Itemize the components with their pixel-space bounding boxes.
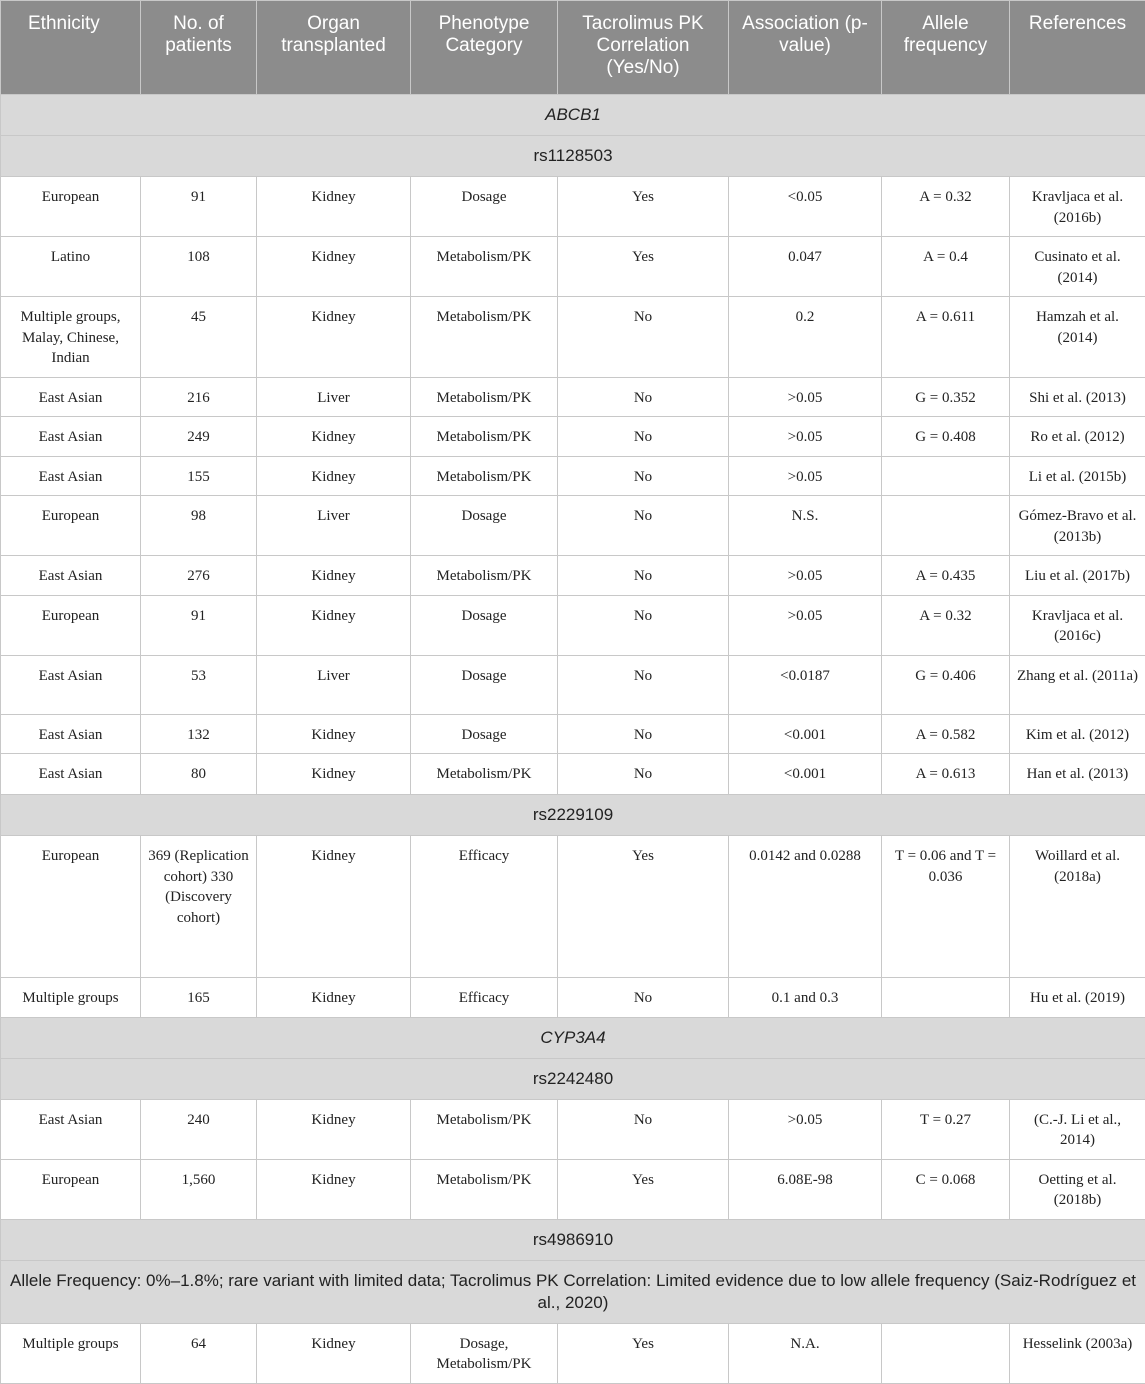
- cell-association: >0.05: [729, 377, 882, 417]
- cell-tacrolimus: No: [558, 297, 729, 378]
- rs4986910-rows: [1, 1323, 1145, 1383]
- cell-phenotype: Metabolism/PK: [411, 297, 558, 378]
- cell-allele: [882, 456, 1010, 496]
- cell-phenotype: Metabolism/PK: [411, 1099, 558, 1159]
- cell-association: 6.08E-98: [729, 1159, 882, 1219]
- cell-phenotype: Metabolism/PK: [411, 456, 558, 496]
- cell-patients: 98: [141, 496, 257, 556]
- header-allele: Allele frequency: [882, 1, 1010, 95]
- cell-patients: 165: [141, 978, 257, 1018]
- cell-allele: T = 0.06 and T = 0.036: [882, 836, 1010, 978]
- cell-ethnicity: East Asian: [1, 655, 141, 714]
- cell-organ: Kidney: [257, 1099, 411, 1159]
- cell-allele: [882, 1323, 1010, 1383]
- cell-ref: Kravljaca et al. (2016c): [1010, 595, 1145, 655]
- table-row: [1, 754, 1145, 795]
- cell-ref: Cusinato et al. (2014): [1010, 237, 1145, 297]
- cell-patients: 240: [141, 1099, 257, 1159]
- header-association: Association (p-value): [729, 1, 882, 95]
- rs1128503-rows: [1, 177, 1145, 795]
- table-row: [1, 978, 1145, 1018]
- cell-allele: A = 0.435: [882, 556, 1010, 596]
- rs4986910-note: Allele Frequency: 0%–1.8%; rare variant with limited data; Tacrolimus PK Correlation: Limited evidence due to low allele frequency (Saiz-Rodríguez et al., 2020): [1, 1260, 1145, 1323]
- cell-phenotype: Metabolism/PK: [411, 237, 558, 297]
- cell-association: <0.001: [729, 714, 882, 754]
- cell-patients: 369 (Replication cohort) 330 (Discovery cohort): [141, 836, 257, 978]
- table-row: [1, 595, 1145, 655]
- cell-ethnicity: Multiple groups, Malay, Chinese, Indian: [1, 297, 141, 378]
- header-ethnicity: Ethnicity: [1, 1, 141, 95]
- cell-allele: G = 0.352: [882, 377, 1010, 417]
- table-row: [1, 655, 1145, 714]
- cell-ethnicity: European: [1, 496, 141, 556]
- cell-tacrolimus: No: [558, 556, 729, 596]
- cell-ref: Hamzah et al. (2014): [1010, 297, 1145, 378]
- cell-tacrolimus: No: [558, 655, 729, 714]
- cell-organ: Kidney: [257, 297, 411, 378]
- table-row: [1, 1099, 1145, 1159]
- cell-association: >0.05: [729, 556, 882, 596]
- cell-ref: Oetting et al. (2018b): [1010, 1159, 1145, 1219]
- rs2242480-rows: [1, 1099, 1145, 1219]
- cell-ref: Zhang et al. (2011a): [1010, 655, 1145, 714]
- cell-association: >0.05: [729, 595, 882, 655]
- cell-association: <0.05: [729, 177, 882, 237]
- cell-ref: Kim et al. (2012): [1010, 714, 1145, 754]
- cell-organ: Kidney: [257, 1159, 411, 1219]
- table-row: [1, 417, 1145, 457]
- cell-association: 0.1 and 0.3: [729, 978, 882, 1018]
- cell-association: <0.001: [729, 754, 882, 795]
- cell-ethnicity: East Asian: [1, 417, 141, 457]
- cell-organ: Kidney: [257, 237, 411, 297]
- cell-allele: A = 0.582: [882, 714, 1010, 754]
- cell-ethnicity: European: [1, 595, 141, 655]
- cell-patients: 216: [141, 377, 257, 417]
- gene-row-abcb1: [1, 95, 1145, 136]
- cell-allele: A = 0.611: [882, 297, 1010, 378]
- cell-phenotype: Metabolism/PK: [411, 556, 558, 596]
- snp-rs1128503: rs1128503: [1, 136, 1145, 177]
- cell-organ: Kidney: [257, 595, 411, 655]
- table-row: [1, 377, 1145, 417]
- cell-association: 0.047: [729, 237, 882, 297]
- cell-organ: Kidney: [257, 556, 411, 596]
- cell-organ: Liver: [257, 655, 411, 714]
- cell-allele: A = 0.32: [882, 177, 1010, 237]
- cell-ref: Han et al. (2013): [1010, 754, 1145, 795]
- cell-ethnicity: European: [1, 1159, 141, 1219]
- cell-tacrolimus: No: [558, 417, 729, 457]
- snp-row-rs2229109: [1, 795, 1145, 836]
- cell-allele: A = 0.613: [882, 754, 1010, 795]
- cell-allele: A = 0.32: [882, 595, 1010, 655]
- cell-allele: [882, 978, 1010, 1018]
- cell-association: 0.0142 and 0.0288: [729, 836, 882, 978]
- note-row-rs4986910: [1, 1260, 1145, 1323]
- cell-phenotype: Efficacy: [411, 978, 558, 1018]
- cell-ethnicity: European: [1, 177, 141, 237]
- cell-patients: 276: [141, 556, 257, 596]
- header-phenotype: Phenotype Category: [411, 1, 558, 95]
- cell-organ: Kidney: [257, 754, 411, 795]
- cell-tacrolimus: No: [558, 377, 729, 417]
- cell-ref: Kravljaca et al. (2016b): [1010, 177, 1145, 237]
- cell-allele: C = 0.068: [882, 1159, 1010, 1219]
- cell-tacrolimus: No: [558, 754, 729, 795]
- cell-association: >0.05: [729, 456, 882, 496]
- snp-rs4986910: rs4986910: [1, 1219, 1145, 1260]
- cell-patients: 53: [141, 655, 257, 714]
- cell-ethnicity: East Asian: [1, 456, 141, 496]
- cell-ref: Liu et al. (2017b): [1010, 556, 1145, 596]
- cell-phenotype: Efficacy: [411, 836, 558, 978]
- header-patients: No. of patients: [141, 1, 257, 95]
- header-tacrolimus: Tacrolimus PK Correlation (Yes/No): [558, 1, 729, 95]
- cell-association: N.A.: [729, 1323, 882, 1383]
- gene-abcb1: ABCB1: [1, 95, 1145, 136]
- snp-row-rs2242480: [1, 1058, 1145, 1099]
- header-row: [1, 1, 1145, 95]
- cell-tacrolimus: No: [558, 1099, 729, 1159]
- cell-tacrolimus: Yes: [558, 237, 729, 297]
- cell-organ: Kidney: [257, 1323, 411, 1383]
- cell-association: >0.05: [729, 1099, 882, 1159]
- cell-allele: [882, 496, 1010, 556]
- cell-ethnicity: Latino: [1, 237, 141, 297]
- cell-patients: 45: [141, 297, 257, 378]
- cell-organ: Liver: [257, 496, 411, 556]
- cell-association: 0.2: [729, 297, 882, 378]
- table-row: [1, 456, 1145, 496]
- cell-phenotype: Metabolism/PK: [411, 1159, 558, 1219]
- cell-ref: Hu et al. (2019): [1010, 978, 1145, 1018]
- gene-row-cyp3a4: [1, 1017, 1145, 1058]
- cell-ethnicity: East Asian: [1, 1099, 141, 1159]
- table-row: [1, 714, 1145, 754]
- cell-patients: 155: [141, 456, 257, 496]
- cell-ref: Shi et al. (2013): [1010, 377, 1145, 417]
- cell-patients: 108: [141, 237, 257, 297]
- cell-ethnicity: East Asian: [1, 556, 141, 596]
- cell-allele: G = 0.406: [882, 655, 1010, 714]
- cell-allele: T = 0.27: [882, 1099, 1010, 1159]
- cell-ethnicity: East Asian: [1, 714, 141, 754]
- gene-cyp3a4: CYP3A4: [1, 1017, 1145, 1058]
- cell-patients: 80: [141, 754, 257, 795]
- cell-patients: 132: [141, 714, 257, 754]
- cell-ethnicity: East Asian: [1, 754, 141, 795]
- cell-tacrolimus: No: [558, 496, 729, 556]
- cell-phenotype: Metabolism/PK: [411, 417, 558, 457]
- table-row: [1, 496, 1145, 556]
- cell-patients: 1,560: [141, 1159, 257, 1219]
- table-row: [1, 1159, 1145, 1219]
- table-row: [1, 556, 1145, 596]
- table-row: [1, 836, 1145, 978]
- snp-rs2229109: rs2229109: [1, 795, 1145, 836]
- header-organ: Organ transplanted: [257, 1, 411, 95]
- cell-phenotype: Dosage: [411, 714, 558, 754]
- snp-row-rs4986910: [1, 1219, 1145, 1260]
- cell-tacrolimus: Yes: [558, 1159, 729, 1219]
- cell-allele: A = 0.4: [882, 237, 1010, 297]
- cell-ethnicity: East Asian: [1, 377, 141, 417]
- cell-organ: Kidney: [257, 456, 411, 496]
- cell-tacrolimus: No: [558, 595, 729, 655]
- cell-organ: Kidney: [257, 978, 411, 1018]
- cell-ref: (C.-J. Li et al., 2014): [1010, 1099, 1145, 1159]
- cell-organ: Kidney: [257, 714, 411, 754]
- cell-patients: 249: [141, 417, 257, 457]
- cell-tacrolimus: No: [558, 978, 729, 1018]
- cell-tacrolimus: Yes: [558, 836, 729, 978]
- cell-ref: Ro et al. (2012): [1010, 417, 1145, 457]
- cell-tacrolimus: Yes: [558, 177, 729, 237]
- cell-ref: Hesselink (2003a): [1010, 1323, 1145, 1383]
- cell-ethnicity: Multiple groups: [1, 1323, 141, 1383]
- cell-phenotype: Dosage: [411, 177, 558, 237]
- cell-organ: Kidney: [257, 836, 411, 978]
- cell-organ: Kidney: [257, 177, 411, 237]
- cell-phenotype: Dosage: [411, 595, 558, 655]
- cell-patients: 91: [141, 595, 257, 655]
- cell-organ: Kidney: [257, 417, 411, 457]
- cell-association: >0.05: [729, 417, 882, 457]
- table-row: [1, 297, 1145, 378]
- cell-ethnicity: Multiple groups: [1, 978, 141, 1018]
- cell-ref: Li et al. (2015b): [1010, 456, 1145, 496]
- snp-rs2242480: rs2242480: [1, 1058, 1145, 1099]
- cell-tacrolimus: Yes: [558, 1323, 729, 1383]
- cell-tacrolimus: No: [558, 714, 729, 754]
- table-row: [1, 1323, 1145, 1383]
- cell-phenotype: Dosage: [411, 655, 558, 714]
- cell-ref: Woillard et al. (2018a): [1010, 836, 1145, 978]
- cell-phenotype: Metabolism/PK: [411, 754, 558, 795]
- cell-tacrolimus: No: [558, 456, 729, 496]
- table-row: [1, 177, 1145, 237]
- cell-association: N.S.: [729, 496, 882, 556]
- table-row: [1, 237, 1145, 297]
- cell-ethnicity: European: [1, 836, 141, 978]
- header-references: References: [1010, 1, 1145, 95]
- cell-patients: 64: [141, 1323, 257, 1383]
- cell-organ: Liver: [257, 377, 411, 417]
- cell-phenotype: Metabolism/PK: [411, 377, 558, 417]
- cell-phenotype: Dosage, Metabolism/PK: [411, 1323, 558, 1383]
- cell-ref: Gómez-Bravo et al. (2013b): [1010, 496, 1145, 556]
- snp-row-rs1128503: [1, 136, 1145, 177]
- cell-patients: 91: [141, 177, 257, 237]
- cell-association: <0.0187: [729, 655, 882, 714]
- cell-allele: G = 0.408: [882, 417, 1010, 457]
- cell-phenotype: Dosage: [411, 496, 558, 556]
- rs2229109-rows: [1, 836, 1145, 1018]
